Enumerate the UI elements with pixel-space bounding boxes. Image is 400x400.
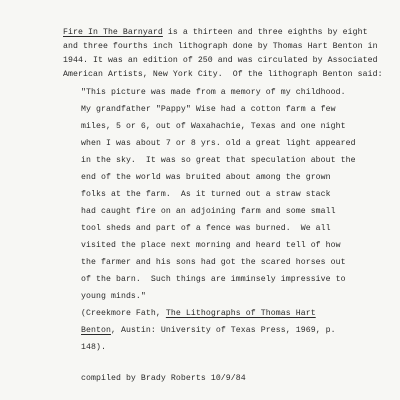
citation-page: 148).	[81, 343, 106, 352]
quote-line: in the sky. It was so great that speculation about the	[81, 156, 356, 165]
intro-line-3: 1944. It was an edition of 250 and was circulated by Associated	[63, 56, 378, 65]
intro-line-1-text: is a thirteen and three eighths by eight	[162, 28, 368, 37]
intro-line-4: American Artists, New York City. Of the lithograph Benton said:	[63, 70, 383, 79]
intro-line-1	[63, 29, 368, 37]
compiled-by: compiled by Brady Roberts 10/9/84	[81, 374, 246, 383]
quote-line: when I was about 7 or 8 yrs. old a great light appeared	[81, 139, 356, 148]
citation-line-1	[81, 310, 316, 318]
quote-line: the farmer and his sons had got the scared horses out	[81, 258, 346, 267]
quote-line: of the barn. Such things are imminsely impressive to	[81, 275, 346, 284]
quote-line: had caught fire on an adjoining farm and some small	[81, 207, 336, 216]
citation-book-title: The Lithographs of Thomas Hart	[165, 309, 316, 318]
quote-line: "This picture was made from a memory of my childhood.	[81, 88, 346, 97]
citation-line-2	[81, 327, 336, 335]
citation-book-title-end: Benton	[81, 326, 111, 335]
quote-line: miles, 5 or 6, out of Waxahachie, Texas and one night	[81, 122, 346, 131]
citation-author: (Creekmore Fath,	[81, 309, 166, 318]
quote-line: end of the world was bruited about among the grown	[81, 173, 331, 182]
quote-line: My grandfather "Pappy" Wise had a cotton farm a few	[81, 105, 336, 114]
quote-line: young minds."	[81, 292, 146, 301]
quote-line: visited the place next morning and heard tell of how	[81, 241, 341, 250]
citation-publisher: , Austin: University of Texas Press, 1969, p.	[110, 326, 336, 335]
quote-line: folks at the farm. As it turned out a straw stack	[81, 190, 331, 199]
artwork-title: Fire In The Barnyard	[63, 28, 163, 37]
intro-line-2: and three fourths inch lithograph done by Thomas Hart Benton in	[63, 42, 378, 51]
quote-line: tool sheds and part of a fence was burned. We all	[81, 224, 331, 233]
